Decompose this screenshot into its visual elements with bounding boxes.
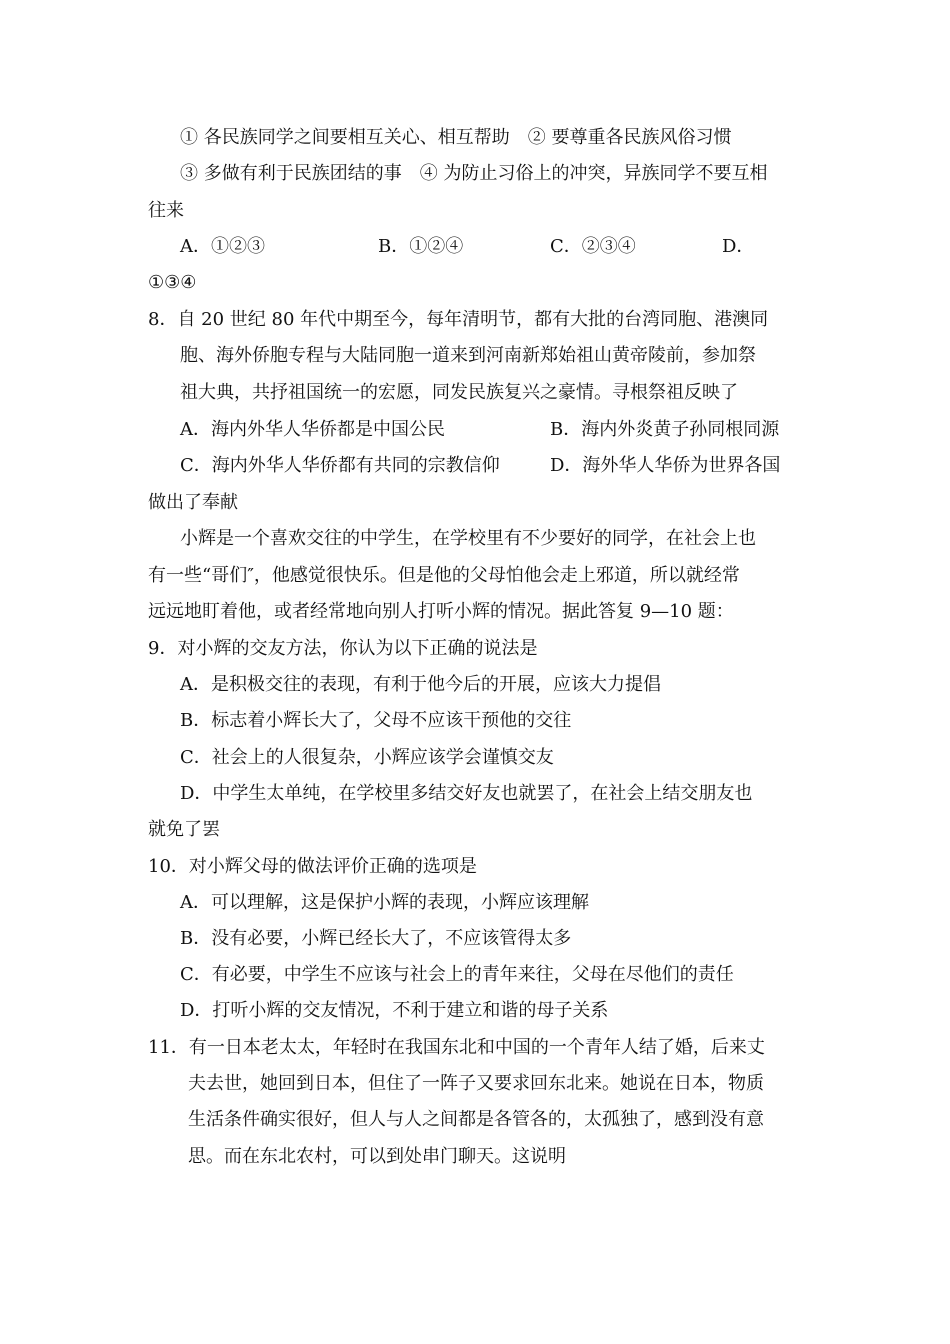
passage-line: 有一些“哥们″，他感觉很快乐。但是他的父母怕他会走上邪道，所以就经常 bbox=[148, 565, 740, 586]
q7-option-c: C．②③④ bbox=[550, 236, 636, 257]
q9-option-b: B．标志着小辉长大了，父母不应该干预他的交往 bbox=[180, 710, 572, 731]
q7-option-d: D． bbox=[722, 236, 755, 257]
q8-option-c: C．海内外华人华侨都有共同的宗教信仰 bbox=[180, 455, 500, 476]
passage-line: 小辉是一个喜欢交往的中学生，在学校里有不少要好的同学，在社会上也 bbox=[180, 528, 756, 549]
q10-option-c: C．有必要，中学生不应该与社会上的青年来往，父母在尽他们的责任 bbox=[180, 964, 734, 985]
q10-stem: 10．对小辉父母的做法评价正确的选项是 bbox=[148, 856, 477, 877]
q10-option-b: B．没有必要，小辉已经长大了，不应该管得太多 bbox=[180, 928, 572, 949]
q7-statement-line: 往来 bbox=[148, 200, 184, 221]
q7-statement-line: ③ 多做有利于民族团结的事 ④ 为防止习俗上的冲突，异族同学不要互相 bbox=[180, 163, 768, 184]
q7-statement-line: ① 各民族同学之间要相互关心、相互帮助 ② 要尊重各民族风俗习惯 bbox=[180, 127, 732, 148]
q8-option-d: D．海外华人华侨为世界各国 bbox=[550, 455, 781, 476]
q10-option-d: D．打听小辉的交友情况，不利于建立和谐的母子关系 bbox=[180, 1000, 609, 1021]
q7-option-b: B．①②④ bbox=[378, 236, 464, 257]
q11-stem-line: 思。而在东北农村，可以到处串门聊天。这说明 bbox=[188, 1146, 566, 1167]
q8-option-b: B．海内外炎黄子孙同根同源 bbox=[550, 419, 780, 440]
q8-stem-line: 8．自 20 世纪 80 年代中期至今，每年清明节，都有大批的台湾同胞、港澳同 bbox=[148, 309, 769, 330]
q7-option-a: A．①②③ bbox=[180, 236, 265, 257]
q8-option-d-wrap: 做出了奉献 bbox=[148, 492, 238, 513]
q8-stem-line: 胞、海外侨胞专程与大陆同胞一道来到河南新郑始祖山黄帝陵前，参加祭 bbox=[180, 345, 756, 366]
passage-line: 远远地盯着他，或者经常地向别人打听小辉的情况。据此答复 9—10 题： bbox=[148, 601, 734, 622]
q7-option-d-wrap: ①③④ bbox=[148, 272, 197, 293]
q11-stem-line: 夫去世，她回到日本，但住了一阵子又要求回东北来。她说在日本，物质 bbox=[188, 1073, 764, 1094]
q8-stem-line: 祖大典，共抒祖国统一的宏愿，同发民族复兴之豪情。寻根祭祖反映了 bbox=[180, 382, 738, 403]
q11-stem-line: 11．有一日本老太太，年轻时在我国东北和中国的一个青年人结了婚，后来丈 bbox=[148, 1037, 765, 1058]
q9-option-d: D．中学生太单纯，在学校里多结交好友也就罢了，在社会上结交朋友也 bbox=[180, 783, 753, 804]
q9-stem: 9．对小辉的交友方法，你认为以下正确的说法是 bbox=[148, 638, 538, 659]
q9-option-c: C．社会上的人很复杂，小辉应该学会谨慎交友 bbox=[180, 747, 554, 768]
q9-option-d-wrap: 就免了罢 bbox=[148, 819, 220, 840]
q9-option-a: A．是积极交往的表现，有利于他今后的开展，应该大力提倡 bbox=[180, 674, 661, 695]
q11-stem-line: 生活条件确实很好，但人与人之间都是各管各的，太孤独了，感到没有意 bbox=[188, 1109, 764, 1130]
q10-option-a: A．可以理解，这是保护小辉的表现，小辉应该理解 bbox=[180, 892, 589, 913]
q8-option-a: A．海内外华人华侨都是中国公民 bbox=[180, 419, 445, 440]
